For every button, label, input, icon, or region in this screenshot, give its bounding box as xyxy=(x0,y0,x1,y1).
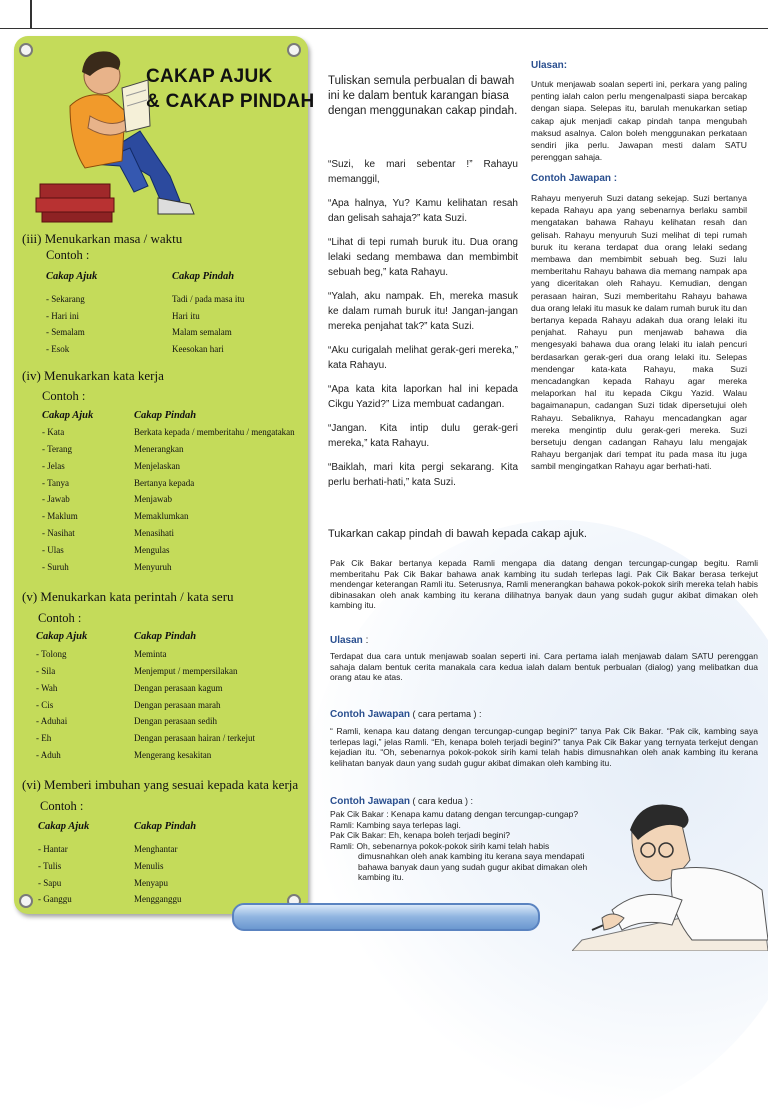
table-cell-pindah: Memaklumkan xyxy=(134,511,189,521)
table-cell-ajuk: - Hari ini xyxy=(46,311,79,321)
table-cell-pindah: Menyapu xyxy=(134,878,168,888)
table-cell-pindah: Bertanya kepada xyxy=(134,478,195,488)
table-cell-pindah: Menerangkan xyxy=(134,444,184,454)
dialogue-block xyxy=(328,157,518,490)
table-cell-pindah: Menulis xyxy=(134,861,164,871)
page-title xyxy=(146,64,315,114)
table-cell-ajuk: - Jelas xyxy=(42,461,65,471)
jawapan-2-heading: Contoh Jawapan xyxy=(330,796,411,807)
section-heading: (iv) Menukarkan kata kerja xyxy=(22,368,164,383)
table-cell-pindah: Dengan perasaan kagum xyxy=(134,683,223,693)
rivet-icon xyxy=(287,43,301,57)
contoh-label: Contoh : xyxy=(46,248,90,262)
table-cell-ajuk: - Hantar xyxy=(38,844,68,854)
ulasan-2-heading: Ulasan xyxy=(330,635,363,646)
table-cell-ajuk: - Suruh xyxy=(42,562,69,572)
table-cell-ajuk: - Aduh xyxy=(36,750,61,760)
table-cell-pindah: Dengan perasaan sedih xyxy=(134,716,217,726)
dialogue-line: Pak Cik Bakar: Eh, kenapa boleh terjadi begini? xyxy=(330,830,511,840)
table-cell-pindah: Malam semalam xyxy=(172,327,232,337)
table-cell-pindah: Menjemput / mempersilakan xyxy=(134,666,238,676)
column-header-ajuk: Cakap Ajuk xyxy=(36,631,88,642)
section-heading: (v) Menukarkan kata perintah / kata seru xyxy=(22,589,234,604)
table-cell-pindah: Menghantar xyxy=(134,844,178,854)
dialogue-line: “Lihat di tepi rumah buruk itu. Dua orang lelaki sedang membawa dan membimbit sebuah beg,” kata Rahayu. xyxy=(328,237,518,278)
dialogue-line: “Suzi, ke mari sebentar !” Rahayu memanggil, xyxy=(328,159,518,185)
dialogue-line: “Jangan. Kita intip dulu gerak-geri mereka,” kata Rahayu. xyxy=(328,423,518,449)
section-heading: (iii) Menukarkan masa / waktu xyxy=(22,231,183,246)
section-heading: (vi) Memberi imbuhan yang sesuai kepada kata kerja xyxy=(22,777,299,792)
ulasan-2-colon: : xyxy=(362,635,369,646)
table-cell-ajuk: - Eh xyxy=(36,733,52,743)
table-cell-ajuk: - Esok xyxy=(46,344,70,354)
table-cell-ajuk: - Sapu xyxy=(38,878,62,888)
title-line-2: & CAKAP PINDAH xyxy=(146,91,315,112)
table-cell-pindah: Keesokan hari xyxy=(172,344,224,354)
table-cell-pindah: Mengganggu xyxy=(134,894,182,904)
dialogue-line: Ramli: Kambing saya terlepas lagi. xyxy=(330,819,461,830)
table-cell-ajuk: - Semalam xyxy=(46,327,85,337)
dialogue-line: “Aku curigalah melihat gerak-geri mereka,” kata Rahayu. xyxy=(328,345,518,371)
column-header-pindah: Cakap Pindah xyxy=(172,271,235,282)
jawapan-1-heading: Contoh Jawapan xyxy=(330,709,411,720)
title-line-1: CAKAP AJUK xyxy=(146,66,273,87)
column-header-ajuk: Cakap Ajuk xyxy=(46,271,98,282)
jawapan-1-heading-row xyxy=(330,709,482,720)
column-header-ajuk: Cakap Ajuk xyxy=(42,410,94,421)
dialogue-line: “Apa halnya, Yu? Kamu kelihatan resah dan gelisah sahaja?” kata Suzi. xyxy=(328,198,518,224)
table-cell-pindah: Mengulas xyxy=(134,545,170,555)
column-header-pindah: Cakap Pindah xyxy=(134,631,197,642)
dialogue-line: “Apa kata kita laporkan hal ini kepada Cikgu Yazid?” Liza membuat cadangan. xyxy=(328,384,518,410)
table-cell-pindah: Menasihati xyxy=(134,528,174,538)
table-cell-ajuk: - Tanya xyxy=(42,478,69,488)
dialogue-line: Ramli: Oh, sebenarnya pokok-pokok sirih kami telah habis xyxy=(330,840,550,851)
table-cell-pindah: Tadi / pada masa itu xyxy=(172,294,245,304)
contoh-jawapan-heading: Contoh Jawapan : xyxy=(531,173,618,184)
table-cell-ajuk: - Sila xyxy=(36,666,56,676)
column-header-ajuk: Cakap Ajuk xyxy=(38,821,90,832)
jawapan-1-text: “ Ramli, kenapa kau datang dengan tercungap-cungap begini?” tanya Pak Cik Bakar. “Pak cik, kambing saya terlepas lagi,” jelas Ramli. “Eh, kenapa boleh terjadi begini?” tanya Pak Cik Bakar yang ternyata terkejut dengan kejadian itu. “Oh, sebenarnya pokok-pokok sirih kami telah habis dimusnahkan oleh anak kambing itu kerana kelihatan banyak daun yang sudah gugur akibat dimakan oleh kambing itu. xyxy=(330,726,758,768)
contoh-label: Contoh : xyxy=(38,611,82,625)
table-cell-pindah: Menyuruh xyxy=(134,562,172,572)
table-cell-pindah: Dengan perasaan hairan / terkejut xyxy=(134,733,255,743)
table-cell-pindah: Menjelaskan xyxy=(134,461,180,471)
header-tick xyxy=(30,0,32,28)
table-cell-pindah: Berkata kepada / memberitahu / mengatakan xyxy=(134,427,295,437)
table-cell-pindah: Menjawab xyxy=(134,494,172,504)
footer-bar xyxy=(232,903,540,931)
contoh-label: Contoh : xyxy=(40,799,84,813)
ulasan-2-text: Terdapat dua cara untuk menjawab soalan seperti ini. Cara pertama ialah menjawab dalam SATU perenggan sahaja dalam bentuk cerita manakala cara kedua ialah dalam bentuk perbualan (dialog) yang melibatkan dua orang atau ke atas. xyxy=(330,651,758,682)
table-cell-ajuk: - Terang xyxy=(42,444,72,454)
table-cell-pindah: Mengerang kesakitan xyxy=(134,750,212,760)
ulasan-text: Untuk menjawab soalan seperti ini, perkara yang paling penting ialah calon perlu mengenalpasti siapa bercakap dengan siapa. Selepas itu, barulah menukarkan setiap cakap ajuk menjadi cakap pindah tanpa mengubah maksud asalnya. Calon boleh menggunakan perkataan sendiri jika perlu. Jawapan mesti dalam SATU perenggan sahaja. xyxy=(531,79,747,163)
table-cell-ajuk: - Tolong xyxy=(36,649,67,659)
table-cell-ajuk: - Jawab xyxy=(42,494,70,504)
ulasan-2-heading-row xyxy=(330,635,368,646)
dialogue-line: Pak Cik Bakar : Kenapa kamu datang dengan tercungap-cungap? xyxy=(330,809,579,819)
ulasan-heading: Ulasan: xyxy=(531,60,568,71)
man-writing-illustration xyxy=(572,790,768,951)
table-cell-ajuk: - Ganggu xyxy=(38,894,72,904)
table-cell-ajuk: - Wah xyxy=(36,683,58,693)
table-cell-ajuk: - Nasihat xyxy=(42,528,75,538)
table-cell-ajuk: - Kata xyxy=(42,427,65,437)
jawapan-2-note: ( cara kedua ) : xyxy=(410,796,474,806)
table-cell-ajuk: - Sekarang xyxy=(46,294,85,304)
exercise-2-passage: Pak Cik Bakar bertanya kepada Ramli mengapa dia datang dengan tercungap-cungap begitu. Ramli memberitahu Pak Cik Bakar bahawa anak kambing itu sudah terlepas lagi. Pak Cik Bakar berasa terkejut mendengar keterangan Ramli itu. Seterusnya, Ramli menerangkan bahawa pokok-pokok sirih mereka telah habis dibinasakan oleh anak kambing itu kerana dilihatnya banyak daun yang sudah gugur akibat dimakan oleh kambing itu. xyxy=(330,558,758,610)
dialogue-line-continued: dimusnahkan oleh anak kambing itu kerana saya mendapati bahawa banyak daun yang sudah gugur akibat dimakan oleh kambing itu. xyxy=(358,851,588,882)
jawapan-1-note: ( cara pertama ) : xyxy=(410,709,482,719)
table-cell-pindah: Dengan perasaan marah xyxy=(134,700,221,710)
contoh-label: Contoh : xyxy=(42,389,86,403)
table-cell-ajuk: - Maklum xyxy=(42,511,78,521)
table-cell-pindah: Meminta xyxy=(134,649,167,659)
table-cell-ajuk: - Cis xyxy=(36,700,54,710)
exercise-1-instruction: Tuliskan semula perbualan di bawah ini ke dalam bentuk karangan biasa dengan menggunakan cakap pindah. xyxy=(328,75,518,117)
contoh-jawapan-text: Rahayu menyeruh Suzi datang sekejap. Suzi bertanya kepada Rahayu apa yang sebenarnya berlaku sambil mengatakan bahawa Rahayu kelihatan resah dan gelisah. Rahayu menyuruh Suzi melihat di tepi rumah buruk itu kerana terdapat dua orang lelaki sedang membawa dan membimbit sebuah beg. Suzi lalu memberitahu Rahayu bahawa dia memang nampak apa yang diceritakan oleh Rahayu. Kemudian, dengan perasaan hairan, Suzi memberitahu Rahayu bahawa dua orang lelaki itu masuk ke dalam rumah buruk itu dan bertanya kepada Rahayu adakah dua orang lelaki itu penjahat. Rahayu pun menjawab bahawa dia mengesyaki bahawa dua orang lelaki itu ialah pencuri berdasarkan gerak-geri dua orang lelaki itu. Selepas mendengar kata-kata Rahayu, maka Suzi mencadangkan kepada Rahayu agar mereka melaporkan hal itu kepada Cikgu Yazid. Walau bagaimanapun, cadangan Suzi tidak dipersetujui oleh Rahayu. Sebaliknya, Rahayu mencadangkan agar mereka mengintip dulu gerak-geri mereka. Suzi bersetuju dengan cadangan Rahayu lalu mengajak Rahayu berganjak dari tempat itu pada masa itu juga sambil mengingatkan Rahayu agar berhati-hati. xyxy=(531,193,747,472)
table-cell-ajuk: - Aduhai xyxy=(36,716,68,726)
table-cell-pindah: Hari itu xyxy=(172,311,200,321)
rivet-icon xyxy=(19,894,33,908)
header-rule xyxy=(0,28,768,29)
exercise-2-instruction: Tukarkan cakap pindah di bawah kepada cakap ajuk. xyxy=(328,528,587,540)
column-header-pindah: Cakap Pindah xyxy=(134,410,197,421)
dialogue-line: “Yalah, aku nampak. Eh, mereka masuk ke dalam rumah buruk itu! Jangan-jangan mereka penjahat tak?” kata Suzi. xyxy=(328,291,518,332)
table-cell-ajuk: - Ulas xyxy=(42,545,64,555)
dialogue-line: “Baiklah, mari kita pergi sekarang. Kita perlu berhati-hati,” kata Suzi. xyxy=(328,462,518,488)
column-header-pindah: Cakap Pindah xyxy=(134,821,197,832)
jawapan-2-heading-row xyxy=(330,796,473,807)
table-cell-ajuk: - Tulis xyxy=(38,861,62,871)
